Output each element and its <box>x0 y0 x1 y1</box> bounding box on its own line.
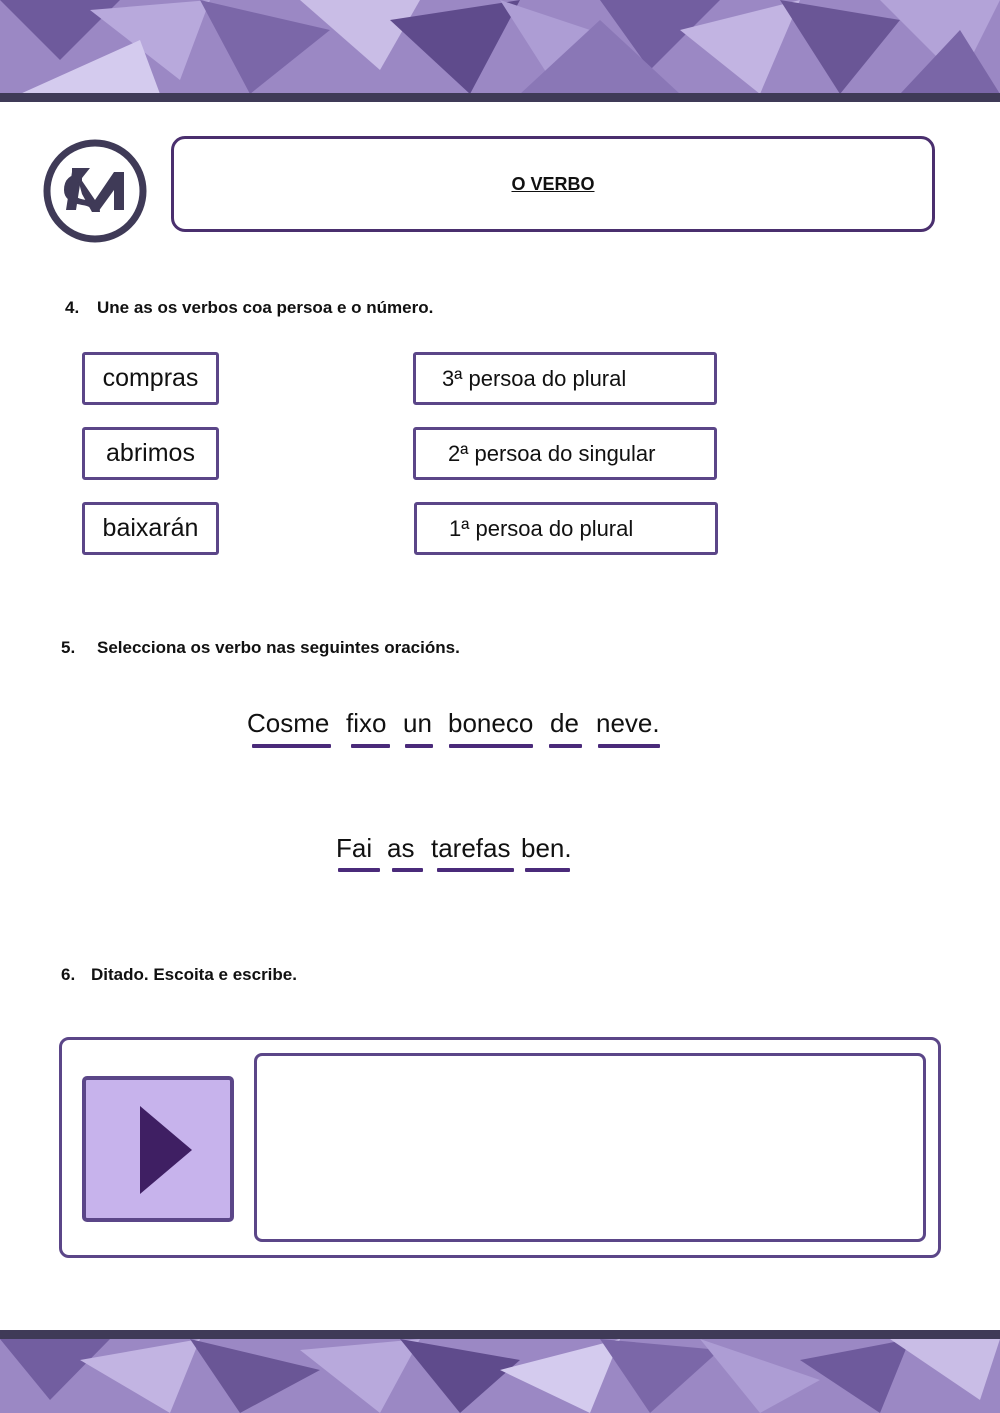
page-title: O VERBO <box>511 173 595 194</box>
word-underline <box>549 744 582 748</box>
word-underline <box>351 744 390 748</box>
header-decorative-band <box>0 0 1000 102</box>
word-underline <box>392 868 423 872</box>
person-card[interactable]: 2ª persoa do singular <box>413 427 717 480</box>
play-audio-button[interactable] <box>82 1076 234 1222</box>
selectable-word[interactable]: de <box>550 708 579 738</box>
question-instruction: Ditado. Escoita e escribe. <box>91 965 297 984</box>
title-box <box>171 136 935 232</box>
verb-card[interactable]: compras <box>82 352 219 405</box>
selectable-word[interactable]: Cosme <box>247 708 330 738</box>
question-5-heading <box>61 638 460 658</box>
question-number: 6. <box>61 965 76 984</box>
word-underline <box>405 744 433 748</box>
person-card[interactable]: 1ª persoa do plural <box>414 502 718 555</box>
word-underline <box>449 744 533 748</box>
footer-decorative-band <box>0 1330 1000 1413</box>
play-icon <box>86 1080 230 1218</box>
verb-card[interactable]: abrimos <box>82 427 219 480</box>
selectable-word[interactable]: ben. <box>521 833 572 863</box>
selectable-word[interactable]: neve. <box>596 708 660 738</box>
word-underline <box>525 868 570 872</box>
word-underline <box>598 744 660 748</box>
selectable-word[interactable]: tarefas <box>431 833 511 863</box>
word-underline <box>437 868 514 872</box>
question-instruction: Une as os verbos coa persoa e o número. <box>97 298 434 317</box>
selectable-word[interactable]: Fai <box>336 833 373 863</box>
question-instruction: Selecciona os verbo nas seguintes oracións. <box>97 638 460 657</box>
selectable-word[interactable]: as <box>387 833 415 863</box>
word-underline <box>338 868 380 872</box>
question-6-heading <box>61 965 297 985</box>
question-number: 5. <box>61 638 76 657</box>
selectable-word[interactable]: un <box>403 708 432 738</box>
dictation-answer-input[interactable] <box>254 1053 926 1242</box>
sm-logo-icon <box>42 138 148 244</box>
word-underline <box>252 744 331 748</box>
selectable-word[interactable]: fixo <box>346 708 387 738</box>
selectable-word[interactable]: boneco <box>448 708 534 738</box>
verb-card[interactable]: baixarán <box>82 502 219 555</box>
question-number: 4. <box>65 298 80 317</box>
question-4-heading <box>65 298 433 318</box>
person-card[interactable]: 3ª persoa do plural <box>413 352 717 405</box>
